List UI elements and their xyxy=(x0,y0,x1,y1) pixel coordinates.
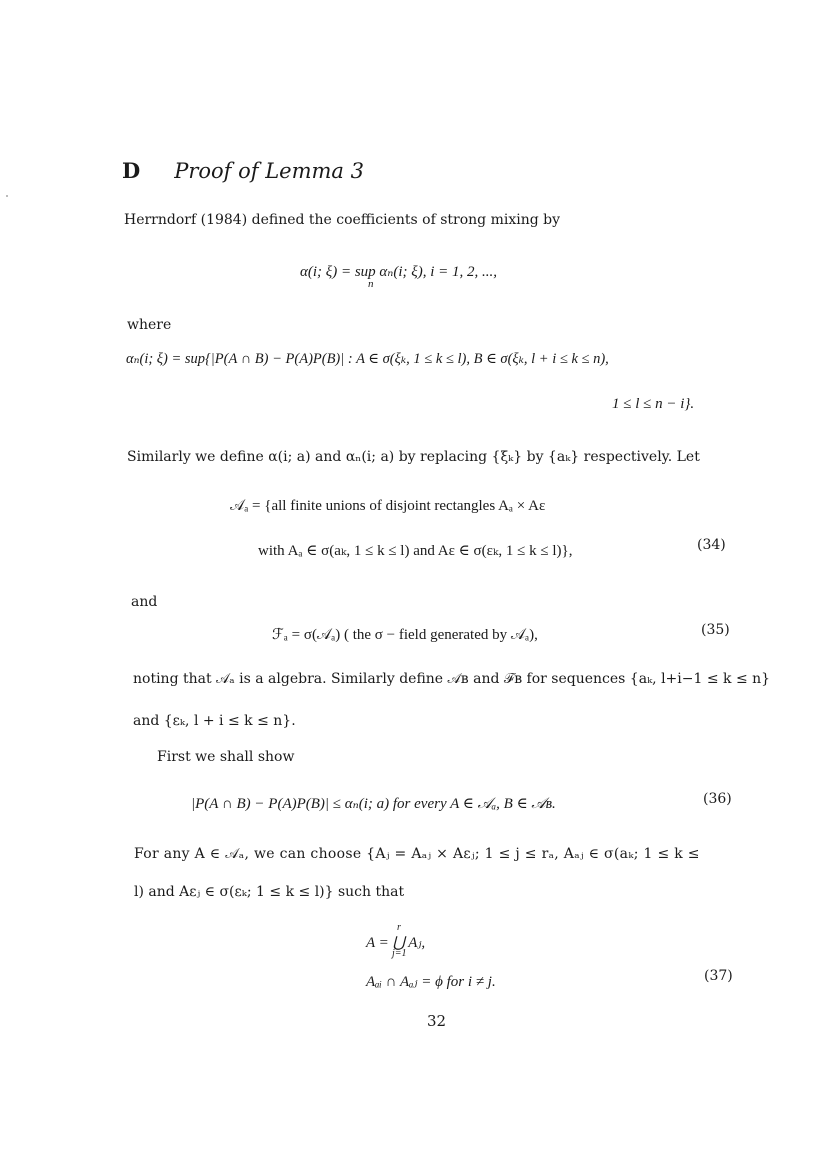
eq37-line2: Aₐᵢ ∩ Aₐⱼ = ϕ for i ≠ j. xyxy=(366,974,496,990)
alpha-n-definition-line1: αₙ(i; ξ) = sup{|P(A ∩ B) − P(A)P(B)| : A ∈ σ(ξₖ, 1 ≤ k ≤ l), B ∈ σ(ξₖ, l + i ≤ k ≤ n), xyxy=(126,351,609,367)
eq35: ℱₐ = σ(𝒜ₐ) ( the σ − field generated by 𝒜ₐ), xyxy=(272,627,538,643)
section-title: Proof of Lemma 3 xyxy=(174,159,364,183)
and-text: and xyxy=(131,594,158,610)
equation-number-37: (37) xyxy=(704,968,733,984)
equation-number-36: (36) xyxy=(703,791,732,807)
section-letter: D xyxy=(122,158,141,183)
noting-paragraph-line2: and {εₖ, l + i ≤ k ≤ n}. xyxy=(133,713,296,729)
noting-paragraph-line1: noting that 𝒜ₐ is a algebra. Similarly define 𝒜ʙ and ℱʙ for sequences {aₖ, l+i−1 ≤ k ≤ n} xyxy=(133,671,771,687)
equation-number-34: (34) xyxy=(697,537,726,553)
alpha-n-definition-line2: 1 ≤ l ≤ n − i}. xyxy=(612,396,695,412)
scan-speck xyxy=(6,195,8,197)
first-show-text: First we shall show xyxy=(157,749,295,765)
equation-number-35: (35) xyxy=(701,622,730,638)
eq34-line2: with Aₐ ∈ σ(aₖ, 1 ≤ k ≤ l) and Aε ∈ σ(εₖ, 1 ≤ k ≤ l)}, xyxy=(258,543,573,559)
eq37-line1: A = ⋃ Aⱼ, xyxy=(366,935,426,951)
where-text: where xyxy=(127,317,172,333)
alpha-sup-subscript: n xyxy=(368,278,374,290)
alpha-definition xyxy=(300,262,497,281)
eq37-union-upper: r xyxy=(397,922,401,933)
eq34-line1: 𝒜ₐ = {all finite unions of disjoint rectangles Aₐ × Aε xyxy=(230,498,546,514)
intro-paragraph: Herrndorf (1984) defined the coefficients of strong mixing by xyxy=(124,212,560,228)
for-any-paragraph-line1: For any A ∈ 𝒜ₐ, we can choose {Aⱼ = Aₐⱼ × Aεⱼ; 1 ≤ j ≤ rₐ, Aₐⱼ ∈ σ(aₖ; 1 ≤ k ≤ xyxy=(134,846,700,862)
page-number: 32 xyxy=(427,1012,447,1030)
eq36: |P(A ∩ B) − P(A)P(B)| ≤ αₙ(i; a) for every A ∈ 𝒜ₐ, B ∈ 𝒜ʙ. xyxy=(191,796,556,812)
similarly-paragraph: Similarly we define α(i; a) and αₙ(i; a) by replacing {ξₖ} by {aₖ} respectively. Let xyxy=(127,449,700,465)
eq37-union-lower: j=1 xyxy=(392,948,407,959)
for-any-paragraph-line2: l) and Aεⱼ ∈ σ(εₖ; 1 ≤ k ≤ l)} such that xyxy=(134,884,405,900)
section-heading xyxy=(122,158,364,183)
alpha-definition-text: α(i; ξ) = sup αₙ(i; ξ), i = 1, 2, ..., xyxy=(300,264,497,280)
